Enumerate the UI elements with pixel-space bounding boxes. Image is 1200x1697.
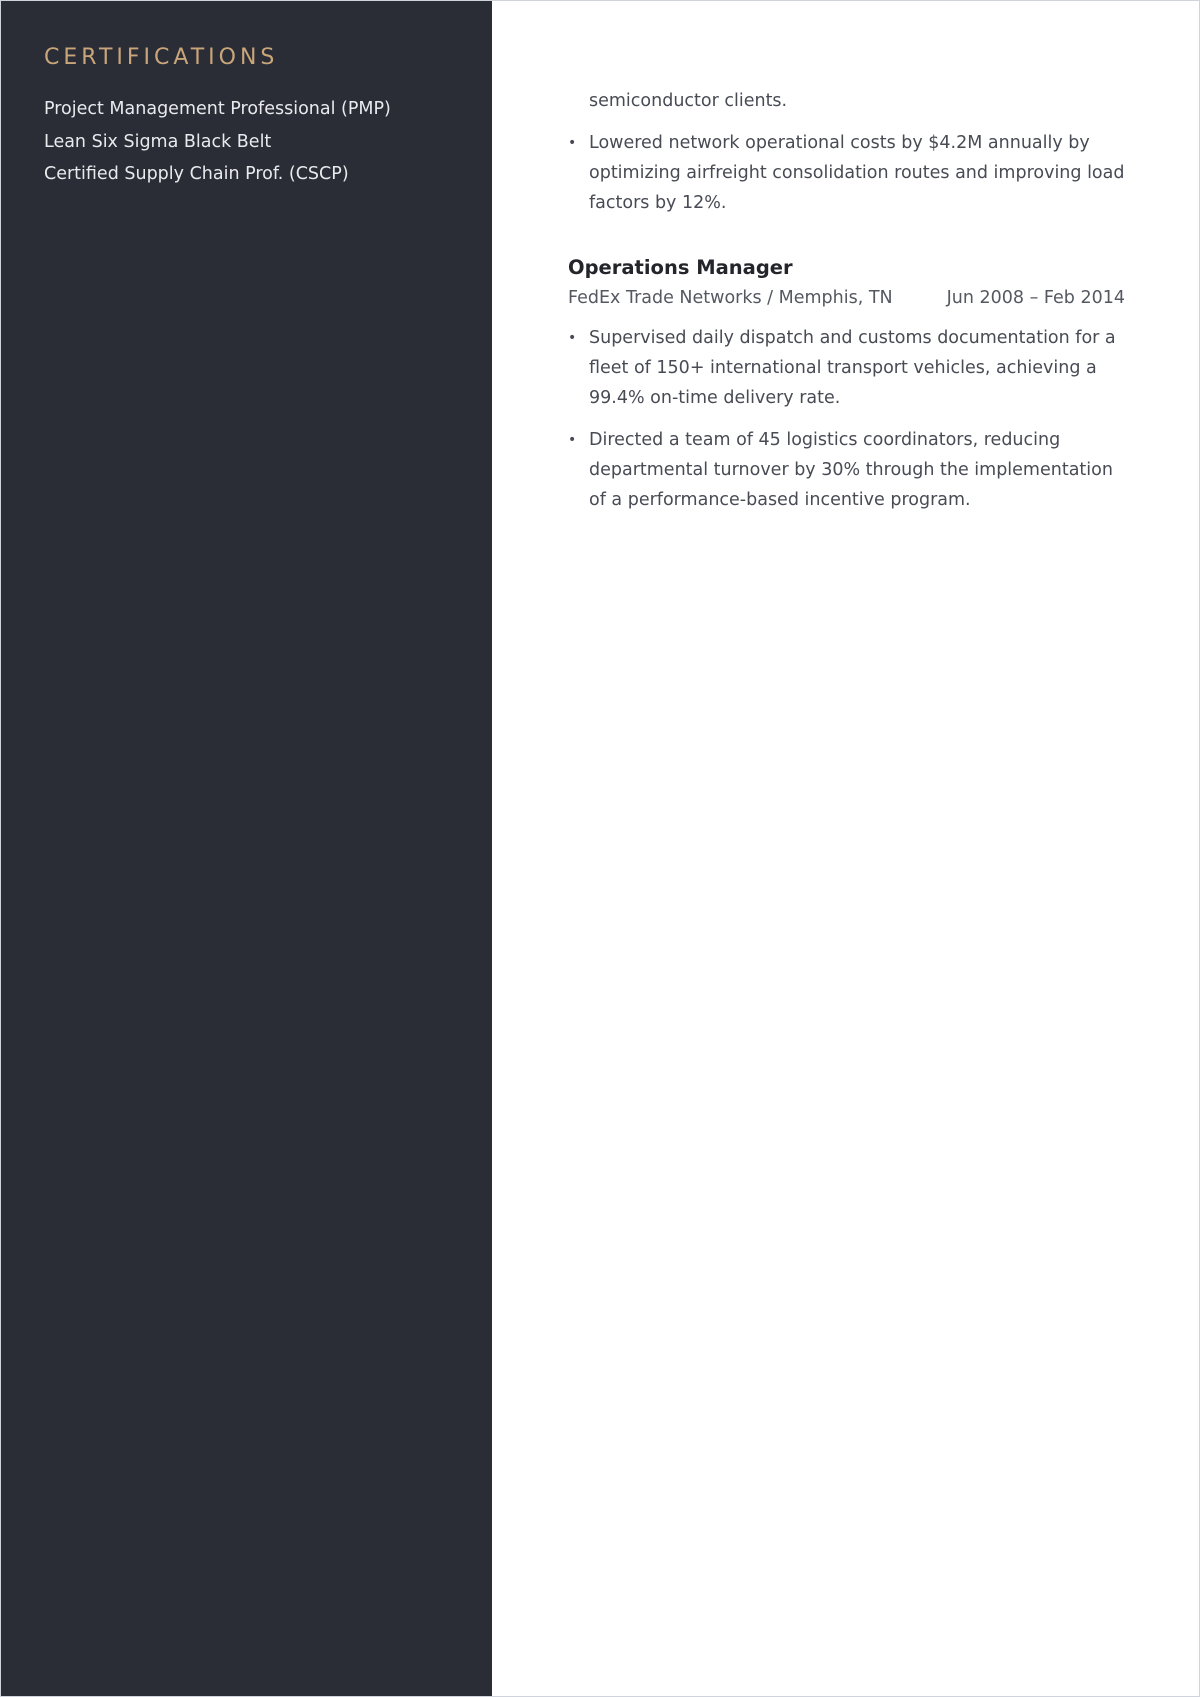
job-dates: Jun 2008 – Feb 2014 <box>946 288 1125 308</box>
continued-bullet-text: semiconductor clients. <box>589 91 788 111</box>
previous-role-bullets <box>568 128 1128 218</box>
certification-item: Project Management Professional (PMP) <box>44 99 391 119</box>
list-item <box>568 425 1128 515</box>
certifications-list <box>44 93 391 191</box>
certifications-heading: CERTIFICATIONS <box>44 45 279 70</box>
job-bullets <box>568 323 1128 527</box>
bullet-marker: • <box>568 432 577 448</box>
job-title: Operations Manager <box>568 256 793 279</box>
certification-item: Lean Six Sigma Black Belt <box>44 131 272 152</box>
bullet-text: Lowered network operational costs by $4.2M annually by optimizing airfreight consolidation routes and improving load factors by 12%. <box>589 133 1125 213</box>
list-item <box>568 128 1128 218</box>
bullet-marker: • <box>568 135 577 151</box>
job-company: FedEx Trade Networks / Memphis, TN <box>568 288 893 308</box>
list-item <box>568 323 1128 413</box>
bullet-text: Supervised daily dispatch and customs documentation for a fleet of 150+ international transport vehicles, achieving a 99.4% on-time delivery rate. <box>589 328 1116 408</box>
bullet-marker: • <box>568 330 577 346</box>
certification-item: Certified Supply Chain Prof. (CSCP) <box>44 164 349 184</box>
bullet-text: Directed a team of 45 logistics coordinators, reducing departmental turnover by 30% through the implementation of a performance-based incentive program. <box>589 430 1113 510</box>
sidebar <box>1 1 492 1696</box>
